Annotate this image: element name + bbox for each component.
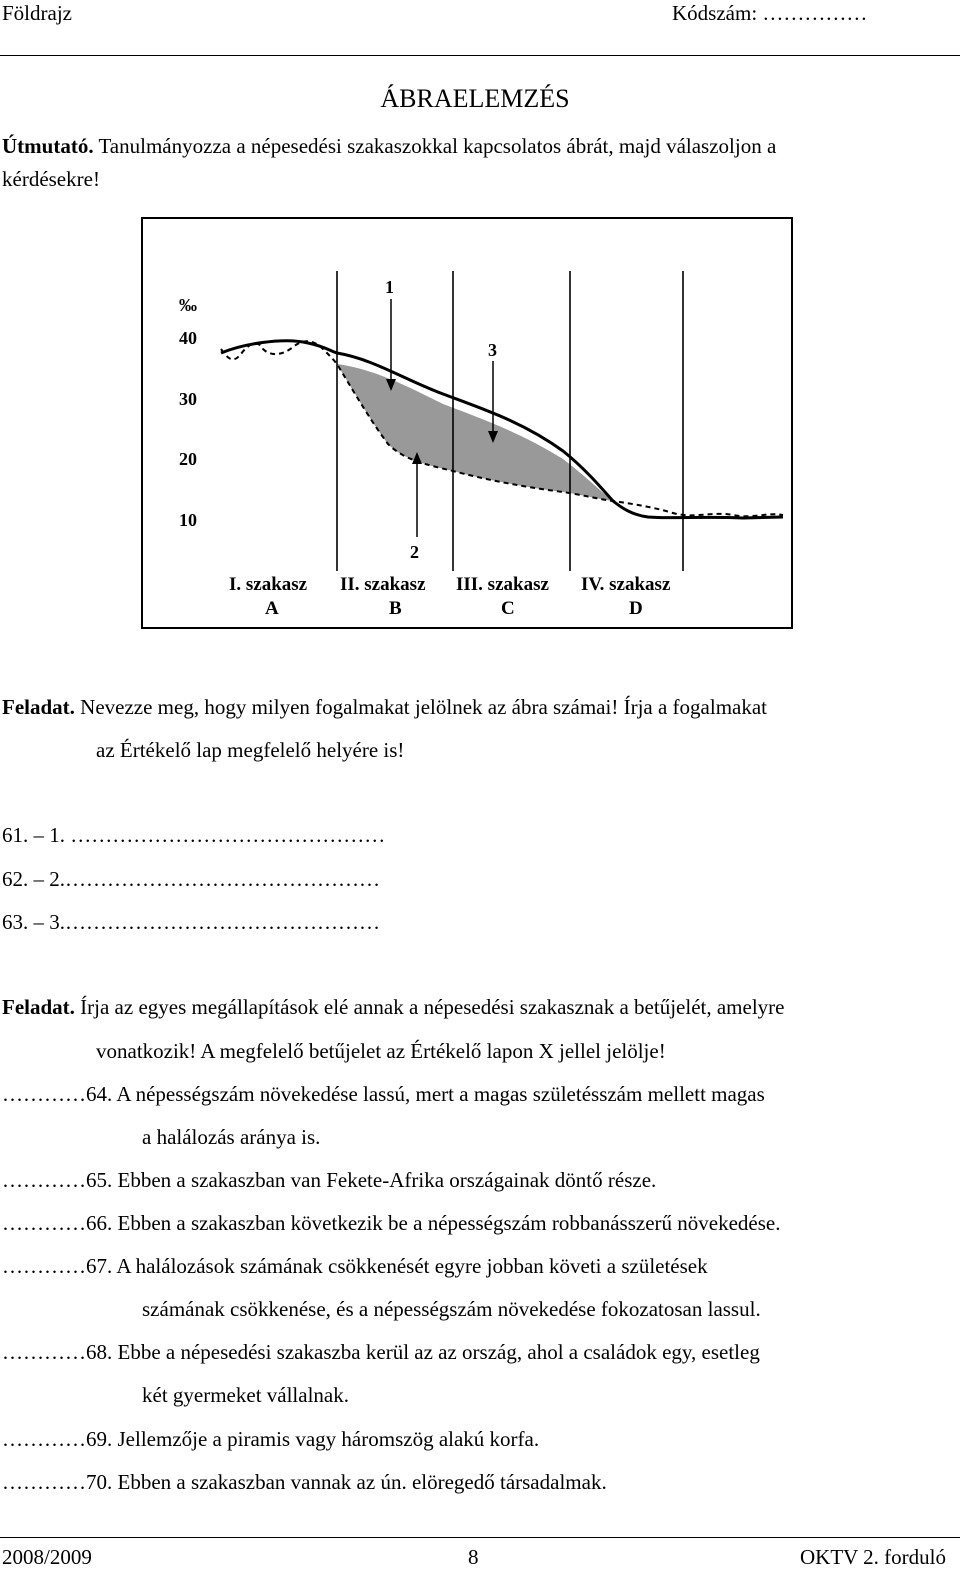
statement-text: Ebben a szakaszban van Fekete-Afrika országainak döntő része. bbox=[112, 1168, 657, 1192]
stage-letter-c: C bbox=[501, 598, 515, 619]
statement-prefix: …………69. bbox=[2, 1427, 113, 1451]
statement-64 bbox=[2, 1082, 765, 1107]
page-title-text: ÁBRAELEMZÉS bbox=[380, 84, 570, 113]
statement-prefix: …………67. bbox=[2, 1254, 113, 1278]
task2-line2: vonatkozik! A megfelelő betűjelet az Értékelő lapon X jellel jelölje! bbox=[96, 1039, 666, 1063]
task1-text-1: Nevezze meg, hogy milyen fogalmakat jelölnek az ábra számai! Írja a fogalmakat bbox=[74, 695, 768, 719]
statement-text: Ebben a szakaszban következik be a népességszám robbanásszerű növekedése. bbox=[112, 1211, 781, 1235]
stage-letter-d: D bbox=[629, 598, 643, 619]
header-divider bbox=[0, 55, 960, 56]
figure-svg bbox=[143, 219, 795, 631]
task2-line1 bbox=[2, 995, 784, 1020]
statement-text: Jellemzője a piramis vagy háromszög alakú korfa. bbox=[112, 1427, 540, 1451]
task1-line2: az Értékelő lap megfelelő helyére is! bbox=[96, 738, 405, 762]
statement-prefix: …………70. bbox=[2, 1470, 113, 1494]
statement-68-line2: két gyermeket vállalnak. bbox=[142, 1383, 349, 1407]
statement-67 bbox=[2, 1254, 708, 1279]
statement-69 bbox=[2, 1427, 539, 1452]
stage-letter-a: A bbox=[265, 598, 279, 619]
marker-1: 1 bbox=[385, 277, 394, 297]
task1-item-61: 61. – 1. ……………………………………… bbox=[2, 823, 386, 847]
statement-70 bbox=[2, 1470, 607, 1495]
y-tick-20: 20 bbox=[179, 449, 197, 469]
statement-text: A népességszám növekedése lassú, mert a magas születésszám mellett magas bbox=[112, 1082, 765, 1106]
statement-text: Ebbe a népesedési szakaszba kerül az az ország, ahol a családok egy, esetleg bbox=[112, 1340, 760, 1364]
demographic-transition-figure bbox=[141, 217, 793, 629]
statement-text: A halálozások számának csökkenését egyre jobban követi a születések bbox=[112, 1254, 708, 1278]
page-title bbox=[0, 84, 950, 114]
y-tick-40: 40 bbox=[179, 328, 197, 348]
task2-label: Feladat. bbox=[2, 995, 75, 1019]
footer-page-number: 8 bbox=[468, 1545, 479, 1569]
y-tick-10: 10 bbox=[179, 510, 197, 530]
statement-66 bbox=[2, 1211, 780, 1236]
stage-label-4: IV. szakasz bbox=[581, 574, 671, 595]
task1-item-63: 63. – 3.……………………………………… bbox=[2, 910, 380, 934]
task1-label: Feladat. bbox=[2, 695, 75, 719]
stage-label-3: III. szakasz bbox=[456, 574, 549, 595]
y-tick-30: 30 bbox=[179, 389, 197, 409]
statement-64-line2: a halálozás aránya is. bbox=[142, 1125, 321, 1149]
header-subject: Földrajz bbox=[2, 1, 72, 25]
marker-2: 2 bbox=[410, 542, 419, 562]
footer-round: OKTV 2. forduló bbox=[799, 1545, 946, 1569]
statement-prefix: …………64. bbox=[2, 1082, 113, 1106]
instruction-text-1: Tanulmányozza a népesedési szakaszokkal kapcsolatos ábrát, majd válaszoljon a bbox=[93, 134, 777, 158]
task2-text-1: Írja az egyes megállapítások elé annak a népesedési szakasznak a betűjelét, amelyre bbox=[74, 995, 785, 1019]
statement-prefix: …………65. bbox=[2, 1168, 113, 1192]
instruction-label: Útmutató. bbox=[2, 134, 94, 158]
statement-prefix: …………68. bbox=[2, 1340, 113, 1364]
marker-3: 3 bbox=[488, 340, 497, 360]
stage-label-1: I. szakasz bbox=[229, 574, 308, 595]
statement-prefix: …………66. bbox=[2, 1211, 113, 1235]
statement-68 bbox=[2, 1340, 760, 1365]
task1-line1 bbox=[2, 695, 767, 720]
statement-text: Ebben a szakaszban vannak az ún. elöregedő társadalmak. bbox=[112, 1470, 607, 1494]
footer-divider bbox=[0, 1537, 960, 1538]
statement-65 bbox=[2, 1168, 656, 1193]
instruction-line2: kérdésekre! bbox=[2, 167, 100, 191]
natural-increase-area bbox=[337, 364, 613, 501]
unit-label: ‰ bbox=[179, 295, 197, 315]
statement-67-line2: számának csökkenése, és a népességszám növekedése fokozatosan lassul. bbox=[142, 1297, 761, 1321]
stage-letter-b: B bbox=[389, 598, 402, 619]
stage-label-2: II. szakasz bbox=[340, 574, 426, 595]
instruction-line1 bbox=[2, 134, 776, 159]
footer-year: 2008/2009 bbox=[2, 1545, 92, 1569]
task1-item-62: 62. – 2.……………………………………… bbox=[2, 867, 380, 891]
header-code-label: Kódszám: …………… bbox=[672, 1, 868, 25]
